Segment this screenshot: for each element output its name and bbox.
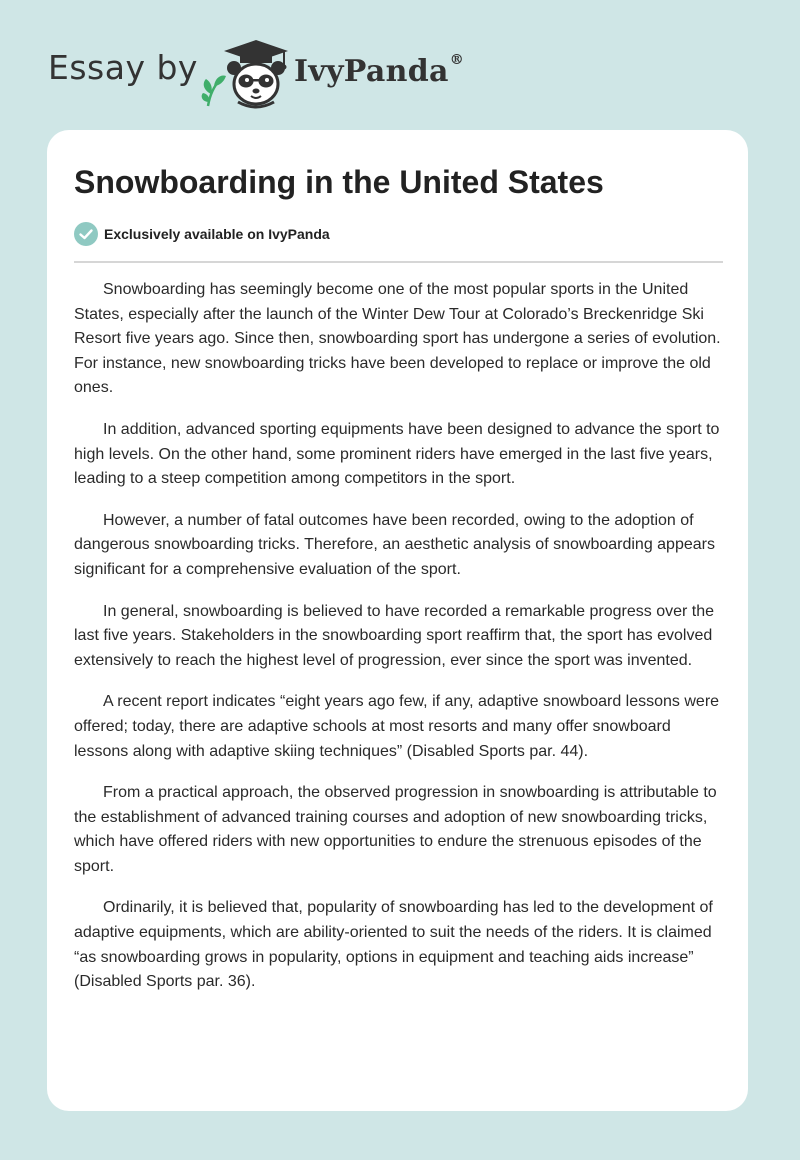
brand-name (294, 54, 464, 89)
paragraph: Ordinarily, it is believed that, popularity of snowboarding has led to the development of adaptive equipments, which are ability-oriented to suit the needs of the riders. It is claimed “as snowboarding grows in popularity, options in equipment and teaching aids increase” (Disabled Sports par. 36). (74, 899, 713, 991)
page-title: Snowboarding in the United States (74, 164, 604, 200)
divider (74, 261, 723, 263)
registered-mark: ® (449, 52, 465, 68)
site-header (48, 30, 488, 110)
exclusive-badge (74, 222, 330, 246)
essay-by-label: Essay by (48, 48, 198, 87)
paragraph: In addition, advanced sporting equipments have been designed to advance the sport to high levels. On the other hand, some prominent riders have emerged in the last five years, leading to a steep competition among competitors in the sport. (74, 420, 720, 488)
brand-name-text: IvyPanda (294, 54, 449, 89)
panda-graduate-icon (200, 36, 292, 112)
paragraph: However, a number of fatal outcomes have been recorded, owing to the adoption of dangerous snowboarding tricks. Therefore, an aesthetic analysis of snowboarding appears significant for a comprehensive evaluation of the sport. (74, 511, 715, 578)
paragraph: From a practical approach, the observed progression in snowboarding is attributable to the establishment of advanced training courses and adoption of new snowboarding tricks, which have offered riders with new opportunities to endure the strenuous episodes of the sport. (74, 784, 717, 875)
essay-card (47, 130, 748, 1111)
check-circle-icon (74, 222, 98, 246)
exclusive-label: Exclusively available on IvyPanda (104, 226, 330, 242)
essay-body (74, 278, 724, 1012)
paragraph: Snowboarding has seemingly become one of the most popular sports in the United States, especially after the launch of the Winter Dew Tour at Colorado’s Breckenridge Ski Resort five years ago. Since then, snowboarding sport has undergone a series of evolution. For instance, new snowboarding tricks have been developed to replace or improve the old ones. (74, 281, 721, 397)
paragraph: In general, snowboarding is believed to have recorded a remarkable progress over the last five years. Stakeholders in the snowboarding sport reaffirm that, the sport has evolved extensively to reach the highest level of progression, ever since the sport was invented. (74, 602, 715, 669)
paragraph: A recent report indicates “eight years ago few, if any, adaptive snowboard lessons were offered; today, there are adaptive schools at most resorts and many offer snowboard lessons along with adaptive skiing techniques” (Disabled Sports par. 44). (74, 693, 720, 760)
